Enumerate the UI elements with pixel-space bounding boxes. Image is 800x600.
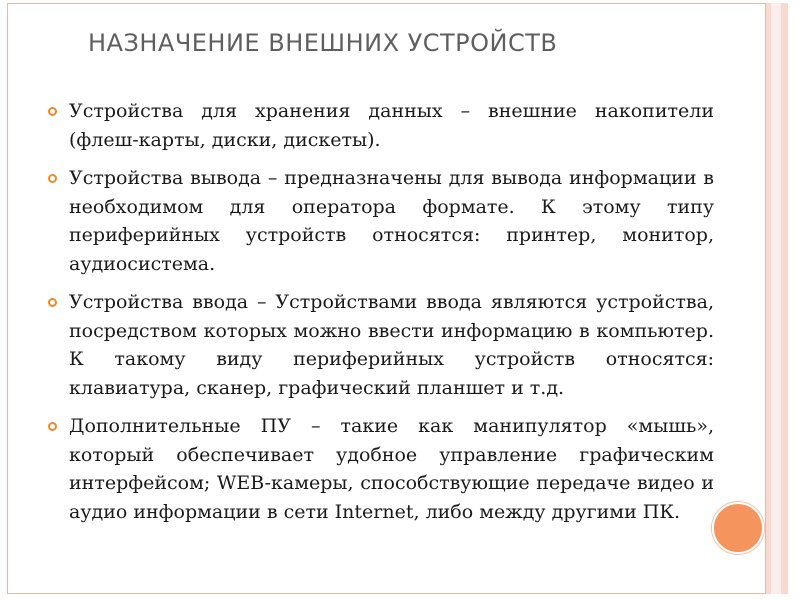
list-item-text: Устройства для хранения данных – внешние накопители (флеш-карты, диски, дискеты). [69,100,714,151]
list-item-text: Устройства вывода – предназначены для вывода информации в необходимом для оператора формате. К этому типу периферийных устройств относятся: принтер, монитор, аудиосистема. [69,167,714,275]
list-item-additional [46,412,714,526]
decorative-circle-icon [712,502,764,554]
bullet-icon [48,298,57,307]
bullet-list [46,97,714,536]
list-item-storage [46,97,714,154]
slide-title: НАЗНАЧЕНИЕ ВНЕШНИХ УСТРОЙСТВ [88,29,558,57]
bullet-icon [48,174,57,183]
bullet-icon [48,107,57,116]
list-item-text: Устройства ввода – Устройствами ввода являются устройства, посредством которых можно ввести информацию в компьютер. К такому виду периферийных устройств относятся: клавиатура, сканер, графический планшет и т.д. [69,291,714,399]
bullet-icon [48,422,57,431]
list-item-text: Дополнительные ПУ – такие как манипулятор «мышь», который обеспечивает удобное управление графическим интерфейсом; WEB-камеры, способствующие передаче видео и аудио информации в сети Internet, либо между другими ПК. [69,415,714,523]
list-item-input [46,288,714,402]
right-stripe-inner [771,3,781,594]
list-item-output [46,164,714,278]
